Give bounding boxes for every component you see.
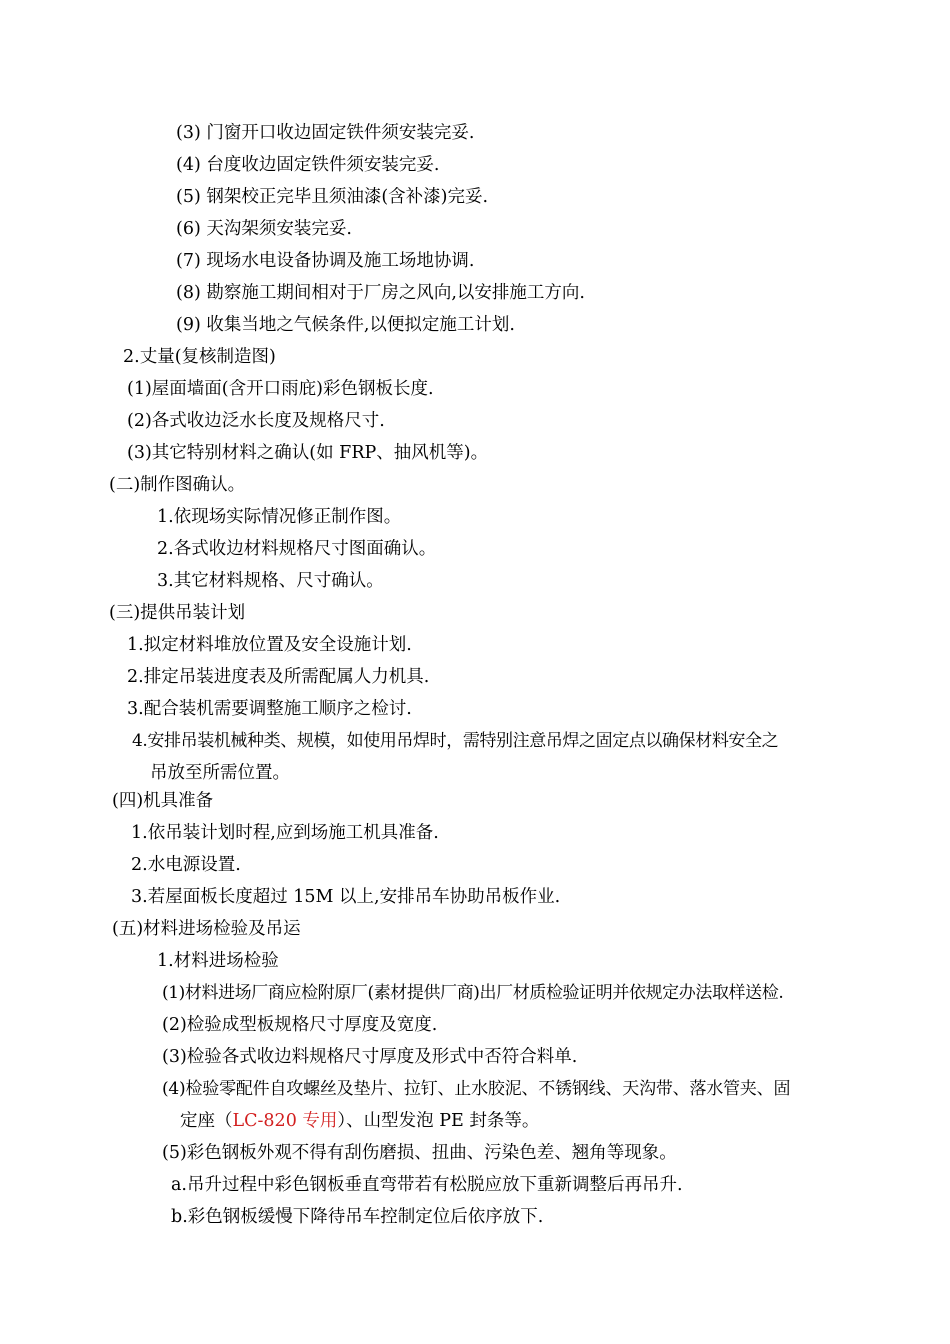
text-line: 3.配合装机需要调整施工顺序之检讨.: [127, 699, 412, 719]
text-fragment: 定座（: [180, 1111, 233, 1131]
text-line: (8) 勘察施工期间相对于厂房之风向,以安排施工方向.: [176, 283, 585, 303]
text-line: (5) 钢架校正完毕且须油漆(含补漆)完妥.: [176, 187, 489, 207]
text-line: 2.各式收边材料规格尺寸图面确认。: [157, 539, 437, 559]
text-line: 1.材料进场检验: [157, 951, 279, 971]
text-line: (1)材料进场厂商应检附原厂(素材提供厂商)出厂材质检验证明并依规定办法取样送检.: [162, 983, 784, 1003]
text-line: 吊放至所需位置。: [150, 763, 290, 783]
text-line: 1.依现场实际情况修正制作图。: [157, 507, 402, 527]
text-line: (7) 现场水电设备协调及施工场地协调.: [176, 251, 475, 271]
text-line: 3.其它材料规格、尺寸确认。: [157, 571, 384, 591]
text-line: b.彩色钢板缓慢下降待吊车控制定位后依序放下.: [171, 1207, 544, 1227]
text-line: (9) 收集当地之气候条件,以便拟定施工计划.: [176, 315, 515, 335]
text-line: 3.若屋面板长度超过 15M 以上,安排吊车协助吊板作业.: [131, 887, 561, 907]
section-heading: (二)制作图确认。: [109, 475, 246, 495]
section-heading: 2.丈量(复核制造图): [123, 347, 276, 367]
text-fragment: ）、山型发泡 PE 封条等。: [337, 1111, 540, 1131]
text-line: (5)彩色钢板外观不得有刮伤磨损、扭曲、污染色差、翘角等现象。: [162, 1143, 677, 1163]
section-heading: (四)机具准备: [112, 791, 214, 811]
text-line: (2)各式收边泛水长度及规格尺寸.: [127, 411, 385, 431]
highlighted-model-text: LC-820 专用: [232, 1111, 338, 1131]
text-line: 1.依吊装计划时程,应到场施工机具准备.: [131, 823, 439, 843]
text-line: 4.安排吊装机械种类、规模，如使用吊焊时，需特别注意吊焊之固定点以确保材料安全之: [132, 731, 779, 751]
text-line: (2)检验成型板规格尺寸厚度及宽度.: [162, 1015, 438, 1035]
text-line: (3)其它特别材料之确认(如 FRP、抽风机等)。: [127, 443, 489, 463]
text-line: (3)检验各式收边料规格尺寸厚度及形式中否符合料单.: [162, 1047, 578, 1067]
text-line: a.吊升过程中彩色钢板垂直弯带若有松脱应放下重新调整后再吊升.: [171, 1175, 683, 1195]
text-line: 2.排定吊装进度表及所需配属人力机具.: [127, 667, 430, 687]
section-heading: (五)材料进场检验及吊运: [112, 919, 301, 939]
text-line: (4) 台度收边固定铁件须安装完妥.: [176, 155, 440, 175]
section-heading: (三)提供吊装计划: [109, 603, 246, 623]
text-line: (1)屋面墙面(含开口雨庇)彩色钢板长度.: [127, 379, 434, 399]
text-line: (4)检验零配件自攻螺丝及垫片、拉钉、止水胶泥、不锈钢线、天沟带、落水管夹、固: [162, 1079, 791, 1099]
text-line: (6) 天沟架须安装完妥.: [176, 219, 352, 239]
text-line: (3) 门窗开口收边固定铁件须安装完妥.: [176, 123, 475, 143]
text-line: [180, 1110, 539, 1132]
text-line: 1.拟定材料堆放位置及安全设施计划.: [127, 635, 412, 655]
text-line: 2.水电源设置.: [131, 855, 241, 875]
